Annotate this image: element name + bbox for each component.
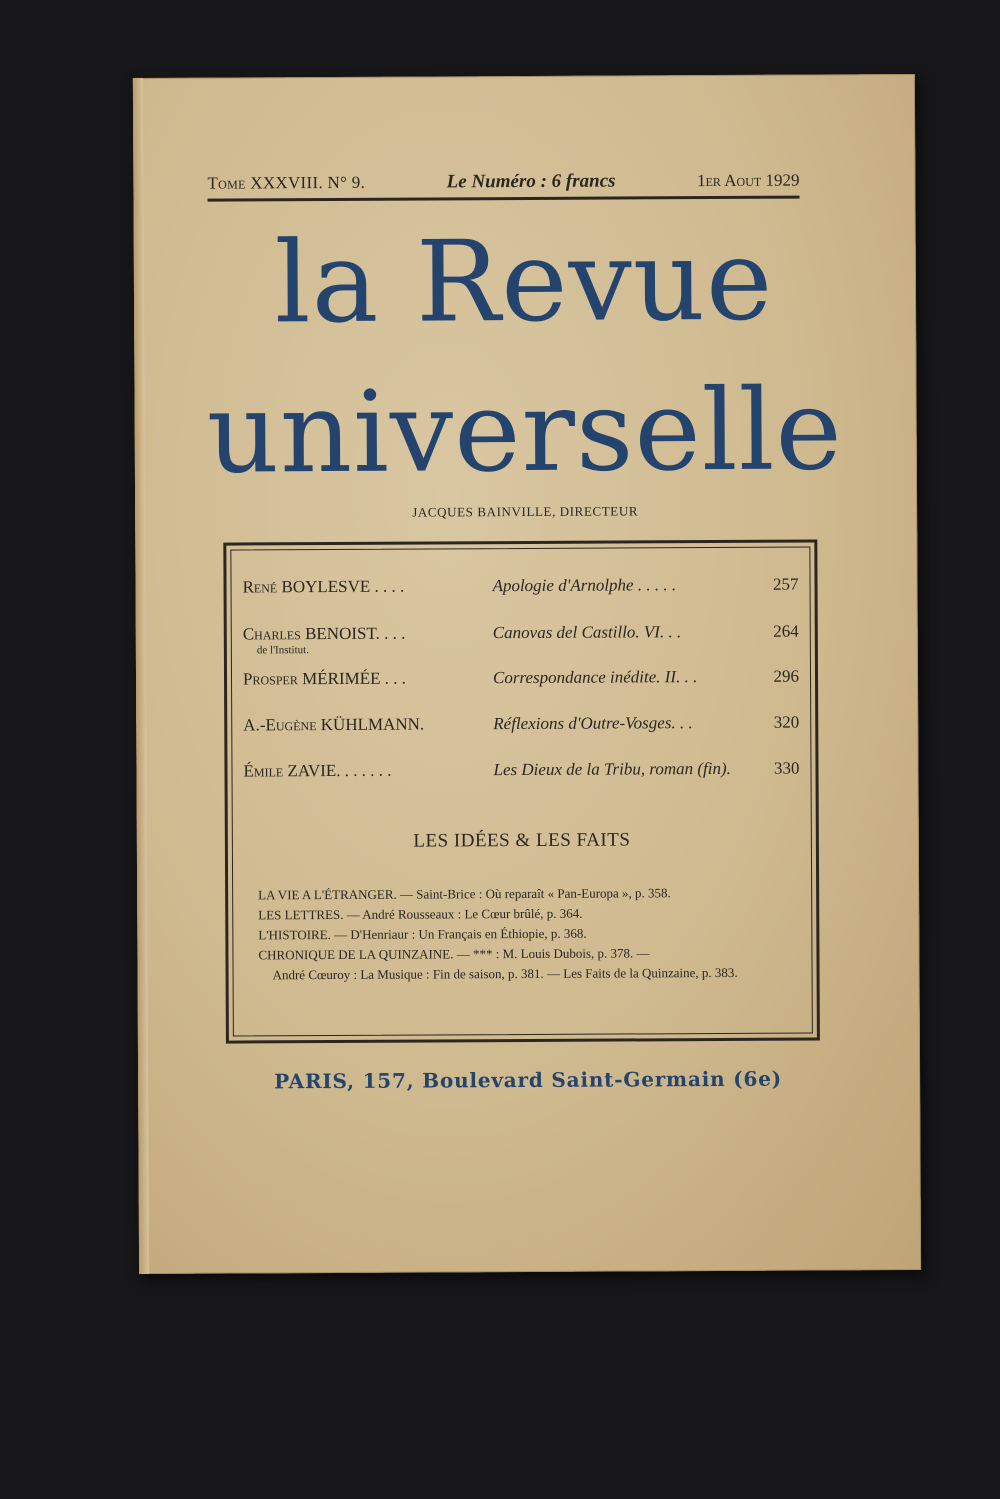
- toc-author-affiliation: de l'Institut.: [256, 644, 309, 657]
- toc-entry: [243, 713, 799, 740]
- toc-title: Réflexions d'Outre-Vosges. . .: [493, 713, 693, 734]
- magazine-cover: [133, 74, 921, 1274]
- toc-author: A.-Eugène KÜHLMANN.: [243, 714, 425, 735]
- section-contents: [258, 883, 789, 986]
- section-line: CHRONIQUE DE LA QUINZAINE. — *** : M. Louis Dubois, p. 378. —: [258, 945, 650, 963]
- issue-header: [207, 170, 799, 195]
- toc-page: 296: [773, 666, 800, 686]
- table-of-contents: [223, 539, 820, 1043]
- toc-entry: [243, 667, 799, 694]
- issue-date: 1er Aout 1929: [697, 170, 800, 191]
- toc-page: 257: [772, 574, 799, 594]
- publisher-address: PARIS, 157, Boulevard Saint-Germain (6e): [274, 1066, 783, 1094]
- section-line: LES LETTRES. — André Rousseaux : Le Cœur brûlé, p. 364.: [258, 905, 583, 923]
- toc-title: Les Dieux de la Tribu, roman (fin).: [493, 758, 731, 780]
- director-credit: JACQUES BAINVILLE, DIRECTEUR: [412, 503, 639, 520]
- section-line: André Cœuroy : La Musique : Fin de saison, p. 381. — Les Faits de la Quinzaine, p. 383.: [272, 964, 738, 983]
- masthead-line-1: la Revue: [274, 215, 774, 349]
- toc-entry: [243, 759, 799, 786]
- toc-entry: [242, 621, 799, 657]
- toc-author: Prosper MÉRIMÉE . . .: [242, 668, 407, 689]
- section-heading: LES IDÉES & LES FAITS: [413, 829, 631, 852]
- toc-title: Canovas del Castillo. VI. . .: [492, 622, 682, 643]
- toc-author: René BOYLESVE . . . .: [242, 576, 405, 597]
- toc-title: Correspondance inédite. II. . .: [492, 667, 698, 688]
- issue-volume: Tome XXXVIII. N° 9.: [207, 172, 366, 193]
- issue-price: Le Numéro : 6 francs: [446, 170, 616, 193]
- toc-page: 330: [773, 758, 800, 778]
- header-rule: [208, 196, 800, 202]
- toc-title: Apologie d'Arnolphe . . . . .: [492, 575, 677, 596]
- toc-author: Émile ZAVIE. . . . . . .: [243, 760, 392, 781]
- toc-author: Charles BENOIST. . . .: [242, 623, 406, 644]
- toc-page: 320: [773, 712, 800, 732]
- masthead-line-2: universelle: [206, 365, 843, 499]
- toc-entry: [242, 575, 798, 602]
- section-line: LA VIE A L'ÉTRANGER. — Saint-Brice : Où reparaît « Pan-Europa », p. 358.: [258, 885, 671, 903]
- toc-page: 264: [773, 621, 799, 641]
- section-line: L'HISTOIRE. — D'Henriaur : Un Français en Éthiopie, p. 368.: [258, 925, 587, 943]
